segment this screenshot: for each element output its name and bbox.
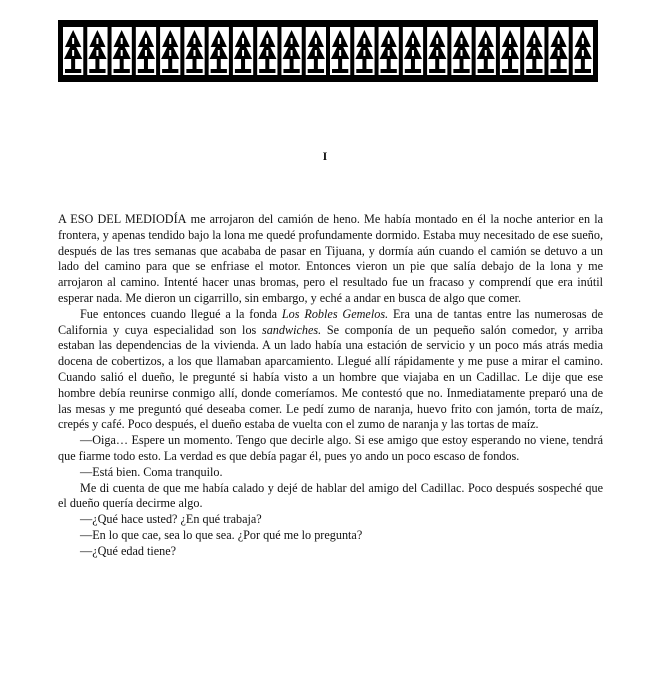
inn-name: Los Robles Gemelos. [281, 306, 389, 321]
paragraph-3: —Oiga… Espere un momento. Tengo que decirle algo. Si ese amigo que estoy esperando no viene, tendrá que fiarme todo esto. La verdad es que debía pagar él, pues yo ando un poco escaso de fondos. [58, 433, 603, 463]
body-text [58, 212, 603, 560]
paragraph-2-part-2: Era una de tantas entre las numerosas de California y cuya especialidad son los [58, 306, 603, 337]
paragraph-2 [58, 307, 603, 433]
decorative-border [58, 20, 598, 82]
paragraph-1-text: me arrojaron del camión de heno. Me había montado en él la noche anterior en la frontera, y apenas tendido bajo la lona me quedé profundamente dormido. Estaba muy necesitado de ese sueño, después de las tres semanas que acababa de pasar en Tijuana, y dormía aún cuando el camión se detuvo a un lado del camino para que se enfriase el motor. Entonces vieron un pie que salía debajo de la lona y me arrojaron al camino. Intenté hacer unas bromas, pero el resultado fue un fracaso y comprendí que era inútil esperar nada. Me dieron un cigarrillo, sin embargo, y eché a andar en busca de algo que comer. [58, 212, 603, 305]
paragraph-5: Me di cuenta de que me había calado y dejé de hablar del amigo del Cadillac. Poco después sospeché que el dueño quería decirme algo. [58, 480, 603, 511]
paragraph-2-part-3: Se componía de un pequeño salón comedor, y arriba estaban las dependencias de la vivienda. A un lado había una estación de servicio y un poco más atrás media docena de cobertizos, a los que llamaban aparcamiento. Llegué allí rápidamente y me puse a mirar el camino. Cuando salió el dueño, le pregunté si había visto a un hombre que viajaba en un Cadillac. Le dije que ese hombre debía reunirse conmigo allí, donde comeríamos. Me contestó que no. Inmediatamente preparó una de las mesas y me preguntó qué deseaba comer. Le pedí zumo de naranja, huevo frito con jamón, torta de maíz, crepés y café. Poco después, el dueño estaba de vuelta con el zumo de naranja y las tortas de maíz. [58, 322, 603, 432]
paragraph-6: —¿Qué hace usted? ¿En qué trabaja? [80, 512, 262, 527]
chapter-number: I [322, 149, 328, 163]
paragraph-1 [58, 212, 603, 307]
ornament-pattern [61, 23, 595, 79]
paragraph-2-part-1: Fue entonces cuando llegué a la fonda [80, 306, 282, 321]
paragraph-4: —Está bien. Coma tranquilo. [80, 464, 223, 479]
sandwiches-word: sandwiches. [261, 322, 322, 337]
paragraph-7: —En lo que cae, sea lo que sea. ¿Por qué me lo pregunta? [80, 527, 363, 542]
opening-words: A ESO DEL MEDIODÍA [58, 212, 187, 226]
paragraph-8: —¿Qué edad tiene? [80, 543, 177, 558]
